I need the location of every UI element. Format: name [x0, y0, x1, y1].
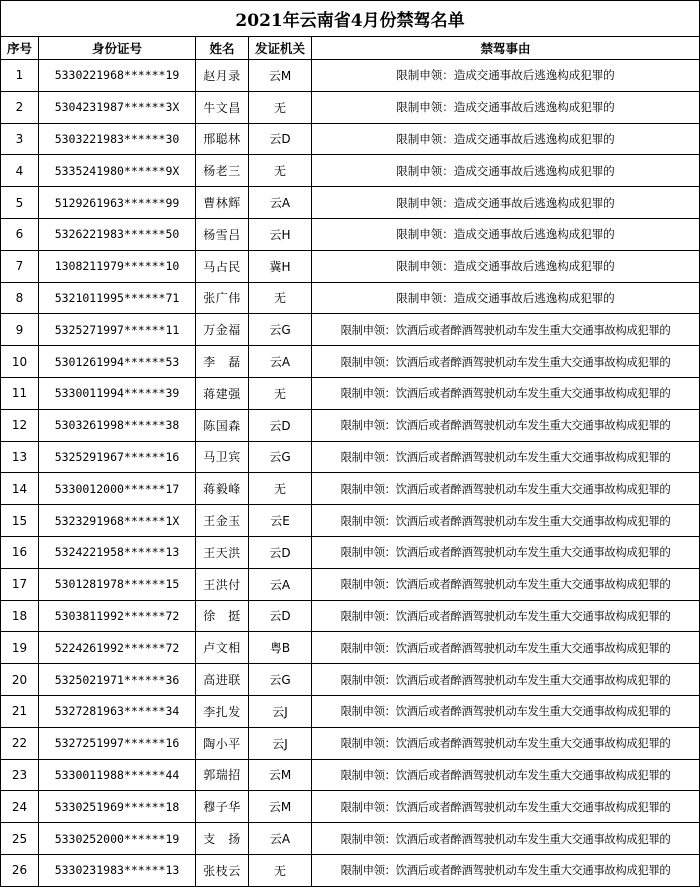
id-number-cell: 5325291967******16: [39, 441, 196, 473]
table-row: [1, 791, 700, 823]
reason-cell: 限制申领：饮酒后或者醉酒驾驶机动车发生重大交通事故构成犯罪的: [312, 632, 700, 664]
name-cell: 高进联: [196, 664, 249, 696]
reason-cell: 限制申领：饮酒后或者醉酒驾驶机动车发生重大交通事故构成犯罪的: [312, 854, 700, 886]
reason-cell: 限制申领：饮酒后或者醉酒驾驶机动车发生重大交通事故构成犯罪的: [312, 473, 700, 505]
id-number-cell: 5330221968******19: [39, 60, 196, 92]
table-row: [1, 473, 700, 505]
id-number-cell: 5129261963******99: [39, 187, 196, 219]
table-row: [1, 60, 700, 92]
issuing-office-cell: 云J: [249, 695, 312, 727]
name-cell: 张枝云: [196, 854, 249, 886]
issuing-office-cell: 云J: [249, 727, 312, 759]
id-number-cell: 5330011988******44: [39, 759, 196, 791]
id-number-cell: 5327281963******34: [39, 695, 196, 727]
reason-cell: 限制申领：饮酒后或者醉酒驾驶机动车发生重大交通事故构成犯罪的: [312, 664, 700, 696]
reason-cell: 限制申领：饮酒后或者醉酒驾驶机动车发生重大交通事故构成犯罪的: [312, 314, 700, 346]
id-number-cell: 5335241980******9X: [39, 155, 196, 187]
id-number-cell: 5301261994******53: [39, 346, 196, 378]
table-row: [1, 187, 700, 219]
seq-cell: 25: [1, 823, 39, 855]
seq-cell: 15: [1, 505, 39, 537]
seq-cell: 13: [1, 441, 39, 473]
seq-cell: 10: [1, 346, 39, 378]
name-cell: 曹林辉: [196, 187, 249, 219]
table-row: [1, 441, 700, 473]
issuing-office-cell: 冀H: [249, 250, 312, 282]
id-number-cell: 5323291968******1X: [39, 505, 196, 537]
id-number-cell: 5325271997******11: [39, 314, 196, 346]
reason-cell: 限制申领：造成交通事故后逃逸构成犯罪的: [312, 187, 700, 219]
id-number-cell: 5330231983******13: [39, 854, 196, 886]
name-cell: 李 磊: [196, 346, 249, 378]
issuing-office-cell: 云A: [249, 187, 312, 219]
id-number-cell: 5303221983******30: [39, 123, 196, 155]
header-reason: 禁驾事由: [312, 37, 700, 60]
reason-cell: 限制申领：饮酒后或者醉酒驾驶机动车发生重大交通事故构成犯罪的: [312, 409, 700, 441]
issuing-office-cell: 云M: [249, 791, 312, 823]
header-office: 发证机关: [249, 37, 312, 60]
seq-cell: 20: [1, 664, 39, 696]
issuing-office-cell: 云G: [249, 441, 312, 473]
seq-cell: 19: [1, 632, 39, 664]
reason-cell: 限制申领：造成交通事故后逃逸构成犯罪的: [312, 60, 700, 92]
table-row: [1, 536, 700, 568]
id-number-cell: 5303261998******38: [39, 409, 196, 441]
id-number-cell: 5325021971******36: [39, 664, 196, 696]
table-row: [1, 282, 700, 314]
header-seq: 序号: [1, 37, 39, 60]
seq-cell: 22: [1, 727, 39, 759]
table-row: [1, 854, 700, 886]
reason-cell: 限制申领：饮酒后或者醉酒驾驶机动车发生重大交通事故构成犯罪的: [312, 727, 700, 759]
header-id: 身份证号: [39, 37, 196, 60]
name-cell: 支 扬: [196, 823, 249, 855]
table-row: [1, 218, 700, 250]
name-cell: 张广伟: [196, 282, 249, 314]
name-cell: 王天洪: [196, 536, 249, 568]
table-row: [1, 695, 700, 727]
reason-cell: 限制申领：造成交通事故后逃逸构成犯罪的: [312, 91, 700, 123]
name-cell: 蒋毅峰: [196, 473, 249, 505]
id-number-cell: 5327251997******16: [39, 727, 196, 759]
seq-cell: 23: [1, 759, 39, 791]
reason-cell: 限制申领：饮酒后或者醉酒驾驶机动车发生重大交通事故构成犯罪的: [312, 441, 700, 473]
seq-cell: 7: [1, 250, 39, 282]
table-row: [1, 727, 700, 759]
seq-cell: 16: [1, 536, 39, 568]
id-number-cell: 5330251969******18: [39, 791, 196, 823]
issuing-office-cell: 云D: [249, 409, 312, 441]
table-row: [1, 600, 700, 632]
table-row: [1, 377, 700, 409]
issuing-office-cell: 无: [249, 155, 312, 187]
name-cell: 郭瑞招: [196, 759, 249, 791]
name-cell: 杨雪吕: [196, 218, 249, 250]
name-cell: 徐 挺: [196, 600, 249, 632]
issuing-office-cell: 无: [249, 377, 312, 409]
seq-cell: 18: [1, 600, 39, 632]
reason-cell: 限制申领：饮酒后或者醉酒驾驶机动车发生重大交通事故构成犯罪的: [312, 346, 700, 378]
id-number-cell: 5330011994******39: [39, 377, 196, 409]
table-row: [1, 250, 700, 282]
name-cell: 赵月录: [196, 60, 249, 92]
issuing-office-cell: 无: [249, 282, 312, 314]
reason-cell: 限制申领：造成交通事故后逃逸构成犯罪的: [312, 218, 700, 250]
issuing-office-cell: 云A: [249, 346, 312, 378]
table-row: [1, 568, 700, 600]
reason-cell: 限制申领：饮酒后或者醉酒驾驶机动车发生重大交通事故构成犯罪的: [312, 536, 700, 568]
id-number-cell: 5321011995******71: [39, 282, 196, 314]
seq-cell: 21: [1, 695, 39, 727]
issuing-office-cell: 云A: [249, 823, 312, 855]
table-row: [1, 505, 700, 537]
issuing-office-cell: 云D: [249, 123, 312, 155]
table-row: [1, 91, 700, 123]
issuing-office-cell: 粤B: [249, 632, 312, 664]
id-number-cell: 1308211979******10: [39, 250, 196, 282]
reason-cell: 限制申领：饮酒后或者醉酒驾驶机动车发生重大交通事故构成犯罪的: [312, 791, 700, 823]
name-cell: 马占民: [196, 250, 249, 282]
id-number-cell: 5324221958******13: [39, 536, 196, 568]
reason-cell: 限制申领：饮酒后或者醉酒驾驶机动车发生重大交通事故构成犯罪的: [312, 377, 700, 409]
table-row: [1, 759, 700, 791]
issuing-office-cell: 云E: [249, 505, 312, 537]
issuing-office-cell: 云D: [249, 536, 312, 568]
issuing-office-cell: 无: [249, 91, 312, 123]
name-cell: 邢聪林: [196, 123, 249, 155]
id-number-cell: 5303811992******72: [39, 600, 196, 632]
name-cell: 李扎发: [196, 695, 249, 727]
table-title: 2021年云南省4月份禁驾名单: [1, 1, 700, 37]
id-number-cell: 5301281978******15: [39, 568, 196, 600]
reason-cell: 限制申领：造成交通事故后逃逸构成犯罪的: [312, 282, 700, 314]
header-row: [1, 37, 700, 60]
reason-cell: 限制申领：饮酒后或者醉酒驾驶机动车发生重大交通事故构成犯罪的: [312, 568, 700, 600]
table-row: [1, 155, 700, 187]
table-row: [1, 632, 700, 664]
issuing-office-cell: 云H: [249, 218, 312, 250]
reason-cell: 限制申领：造成交通事故后逃逸构成犯罪的: [312, 123, 700, 155]
seq-cell: 26: [1, 854, 39, 886]
seq-cell: 5: [1, 187, 39, 219]
table-row: [1, 823, 700, 855]
reason-cell: 限制申领：饮酒后或者醉酒驾驶机动车发生重大交通事故构成犯罪的: [312, 600, 700, 632]
seq-cell: 3: [1, 123, 39, 155]
id-number-cell: 5330252000******19: [39, 823, 196, 855]
issuing-office-cell: 云G: [249, 664, 312, 696]
seq-cell: 24: [1, 791, 39, 823]
name-cell: 万金福: [196, 314, 249, 346]
reason-cell: 限制申领：饮酒后或者醉酒驾驶机动车发生重大交通事故构成犯罪的: [312, 823, 700, 855]
name-cell: 陈国森: [196, 409, 249, 441]
id-number-cell: 5224261992******72: [39, 632, 196, 664]
issuing-office-cell: 云G: [249, 314, 312, 346]
id-number-cell: 5330012000******17: [39, 473, 196, 505]
name-cell: 马卫宾: [196, 441, 249, 473]
id-number-cell: 5326221983******50: [39, 218, 196, 250]
name-cell: 杨老三: [196, 155, 249, 187]
issuing-office-cell: 无: [249, 854, 312, 886]
reason-cell: 限制申领：造成交通事故后逃逸构成犯罪的: [312, 250, 700, 282]
id-number-cell: 5304231987******3X: [39, 91, 196, 123]
table-row: [1, 664, 700, 696]
name-cell: 王洪付: [196, 568, 249, 600]
table-row: [1, 314, 700, 346]
issuing-office-cell: 云D: [249, 600, 312, 632]
issuing-office-cell: 云M: [249, 759, 312, 791]
issuing-office-cell: 无: [249, 473, 312, 505]
table-row: [1, 409, 700, 441]
name-cell: 牛文昌: [196, 91, 249, 123]
seq-cell: 9: [1, 314, 39, 346]
reason-cell: 限制申领：造成交通事故后逃逸构成犯罪的: [312, 155, 700, 187]
seq-cell: 1: [1, 60, 39, 92]
reason-cell: 限制申领：饮酒后或者醉酒驾驶机动车发生重大交通事故构成犯罪的: [312, 759, 700, 791]
header-name: 姓名: [196, 37, 249, 60]
reason-cell: 限制申领：饮酒后或者醉酒驾驶机动车发生重大交通事故构成犯罪的: [312, 505, 700, 537]
seq-cell: 6: [1, 218, 39, 250]
name-cell: 陶小平: [196, 727, 249, 759]
title-row: [1, 1, 700, 37]
seq-cell: 4: [1, 155, 39, 187]
seq-cell: 2: [1, 91, 39, 123]
name-cell: 蒋建强: [196, 377, 249, 409]
name-cell: 卢文相: [196, 632, 249, 664]
reason-cell: 限制申领：饮酒后或者醉酒驾驶机动车发生重大交通事故构成犯罪的: [312, 695, 700, 727]
table-row: [1, 346, 700, 378]
seq-cell: 12: [1, 409, 39, 441]
table-row: [1, 123, 700, 155]
seq-cell: 14: [1, 473, 39, 505]
seq-cell: 11: [1, 377, 39, 409]
name-cell: 穆子华: [196, 791, 249, 823]
issuing-office-cell: 云M: [249, 60, 312, 92]
seq-cell: 17: [1, 568, 39, 600]
seq-cell: 8: [1, 282, 39, 314]
name-cell: 王金玉: [196, 505, 249, 537]
issuing-office-cell: 云A: [249, 568, 312, 600]
